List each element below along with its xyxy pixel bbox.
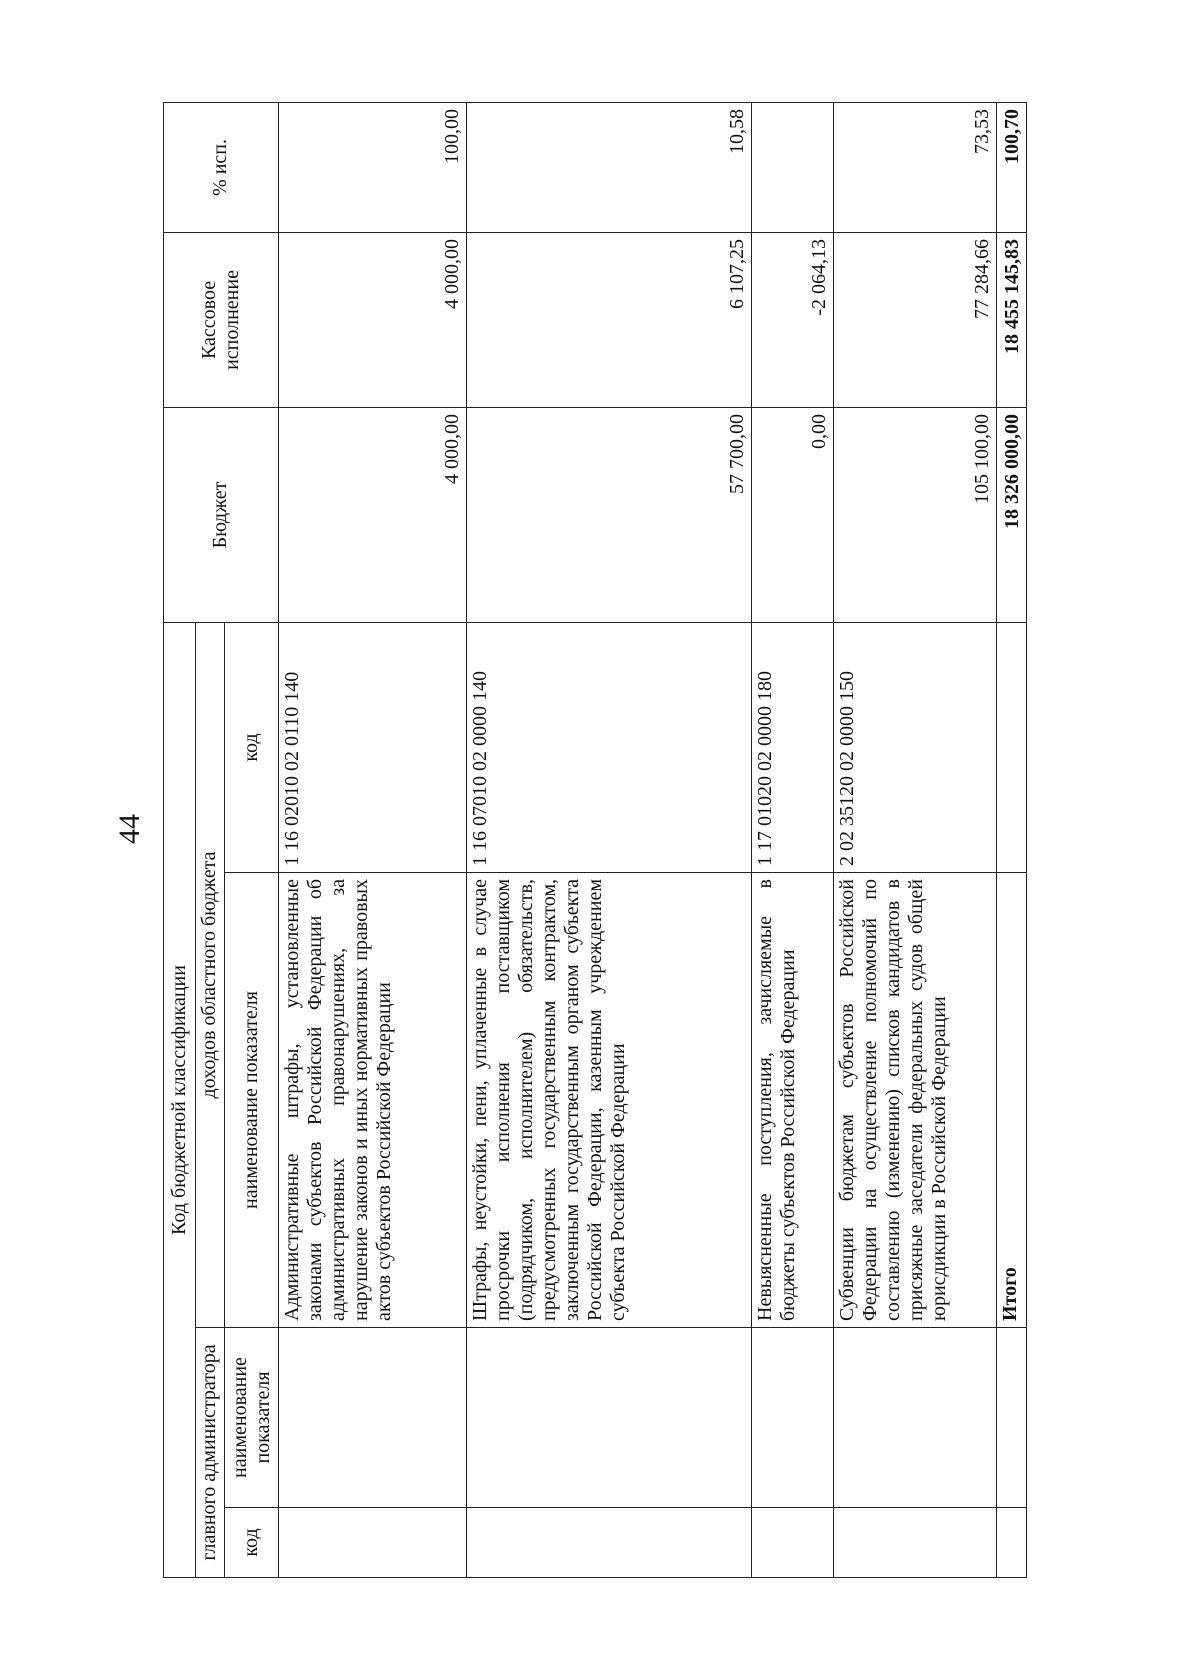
income-code-header: код	[225, 622, 279, 872]
rotated-table-container	[163, 103, 1027, 1578]
budget-table	[163, 102, 1027, 1578]
table-row	[466, 102, 751, 1577]
budget-header: Бюджет	[164, 407, 279, 622]
admin-name-cell	[466, 1328, 751, 1508]
budget-cell: 4 000,00	[278, 407, 466, 622]
percent-header: % исп.	[164, 102, 279, 232]
indicator-name-cell: Субвенции бюджетам субъектов Российской Федерации на осуществление полномочий по составлению (изменению) списков кандидатов в присяжные заседатели федеральных судов общей юрисдикции в Российской Федерации	[833, 873, 997, 1328]
total-label: Итого	[997, 873, 1027, 1328]
budget-cell: 57 700,00	[466, 407, 751, 622]
percent-cell: 73,53	[833, 102, 997, 232]
indicator-name-cell: Административные штрафы, установленные законами субъектов Российской Федерации об административных правонарушениях, за нарушение законов и иных нормативных правовых актов субъектов Российской Федерации	[278, 873, 466, 1328]
income-code-cell: 1 16 07010 02 0000 140	[466, 622, 751, 872]
main-admin-header: главного администратора	[195, 1328, 225, 1578]
admin-name-header: наименование показателя	[225, 1328, 279, 1508]
execution-cell: 6 107,25	[466, 232, 751, 407]
income-code-cell: 2 02 35120 02 0000 150	[833, 622, 997, 872]
indicator-name-cell: Штрафы, неустойки, пени, уплаченные в случае просрочки исполнения поставщиком (подрядчиком, исполнителем) обязательств, предусмотренных государственным контрактом, заключенным государственным органом субъекта Российской Федерации, казенным учреждением субъекта Российской Федерации	[466, 873, 751, 1328]
admin-name-cell	[751, 1328, 833, 1508]
percent-cell	[751, 102, 833, 232]
execution-cell: -2 064,13	[751, 232, 833, 407]
income-name-header: наименование показателя	[225, 873, 279, 1328]
execution-cell: 77 284,66	[833, 232, 997, 407]
budget-cell: 0,00	[751, 407, 833, 622]
table-row	[278, 102, 466, 1577]
total-budget: 18 326 000,00	[997, 407, 1027, 622]
admin-code-cell	[751, 1508, 833, 1578]
admin-code-header: код	[225, 1508, 279, 1578]
classification-header: Код бюджетной классификации	[164, 622, 196, 1577]
admin-code-cell	[466, 1508, 751, 1578]
total-row	[997, 102, 1027, 1577]
total-execution: 18 455 145,83	[997, 232, 1027, 407]
income-code-cell: 1 16 02010 02 0110 140	[278, 622, 466, 872]
page-number: 44	[113, 814, 146, 844]
total-percent: 100,70	[997, 102, 1027, 232]
execution-cell: 4 000,00	[278, 232, 466, 407]
execution-header: Кассовое исполнение	[164, 232, 279, 407]
income-header: доходов областного бюджета	[195, 622, 225, 1327]
admin-code-cell	[278, 1508, 466, 1578]
income-code-cell: 1 17 01020 02 0000 180	[751, 622, 833, 872]
table-row	[751, 102, 833, 1577]
admin-name-cell	[833, 1328, 997, 1508]
admin-name-cell	[278, 1328, 466, 1508]
budget-cell: 105 100,00	[833, 407, 997, 622]
indicator-name-cell: Невыясненные поступления, зачисляемые в бюджеты субъектов Российской Федерации	[751, 873, 833, 1328]
percent-cell: 100,00	[278, 102, 466, 232]
admin-code-cell	[833, 1508, 997, 1578]
percent-cell: 10,58	[466, 102, 751, 232]
table-row	[833, 102, 997, 1577]
